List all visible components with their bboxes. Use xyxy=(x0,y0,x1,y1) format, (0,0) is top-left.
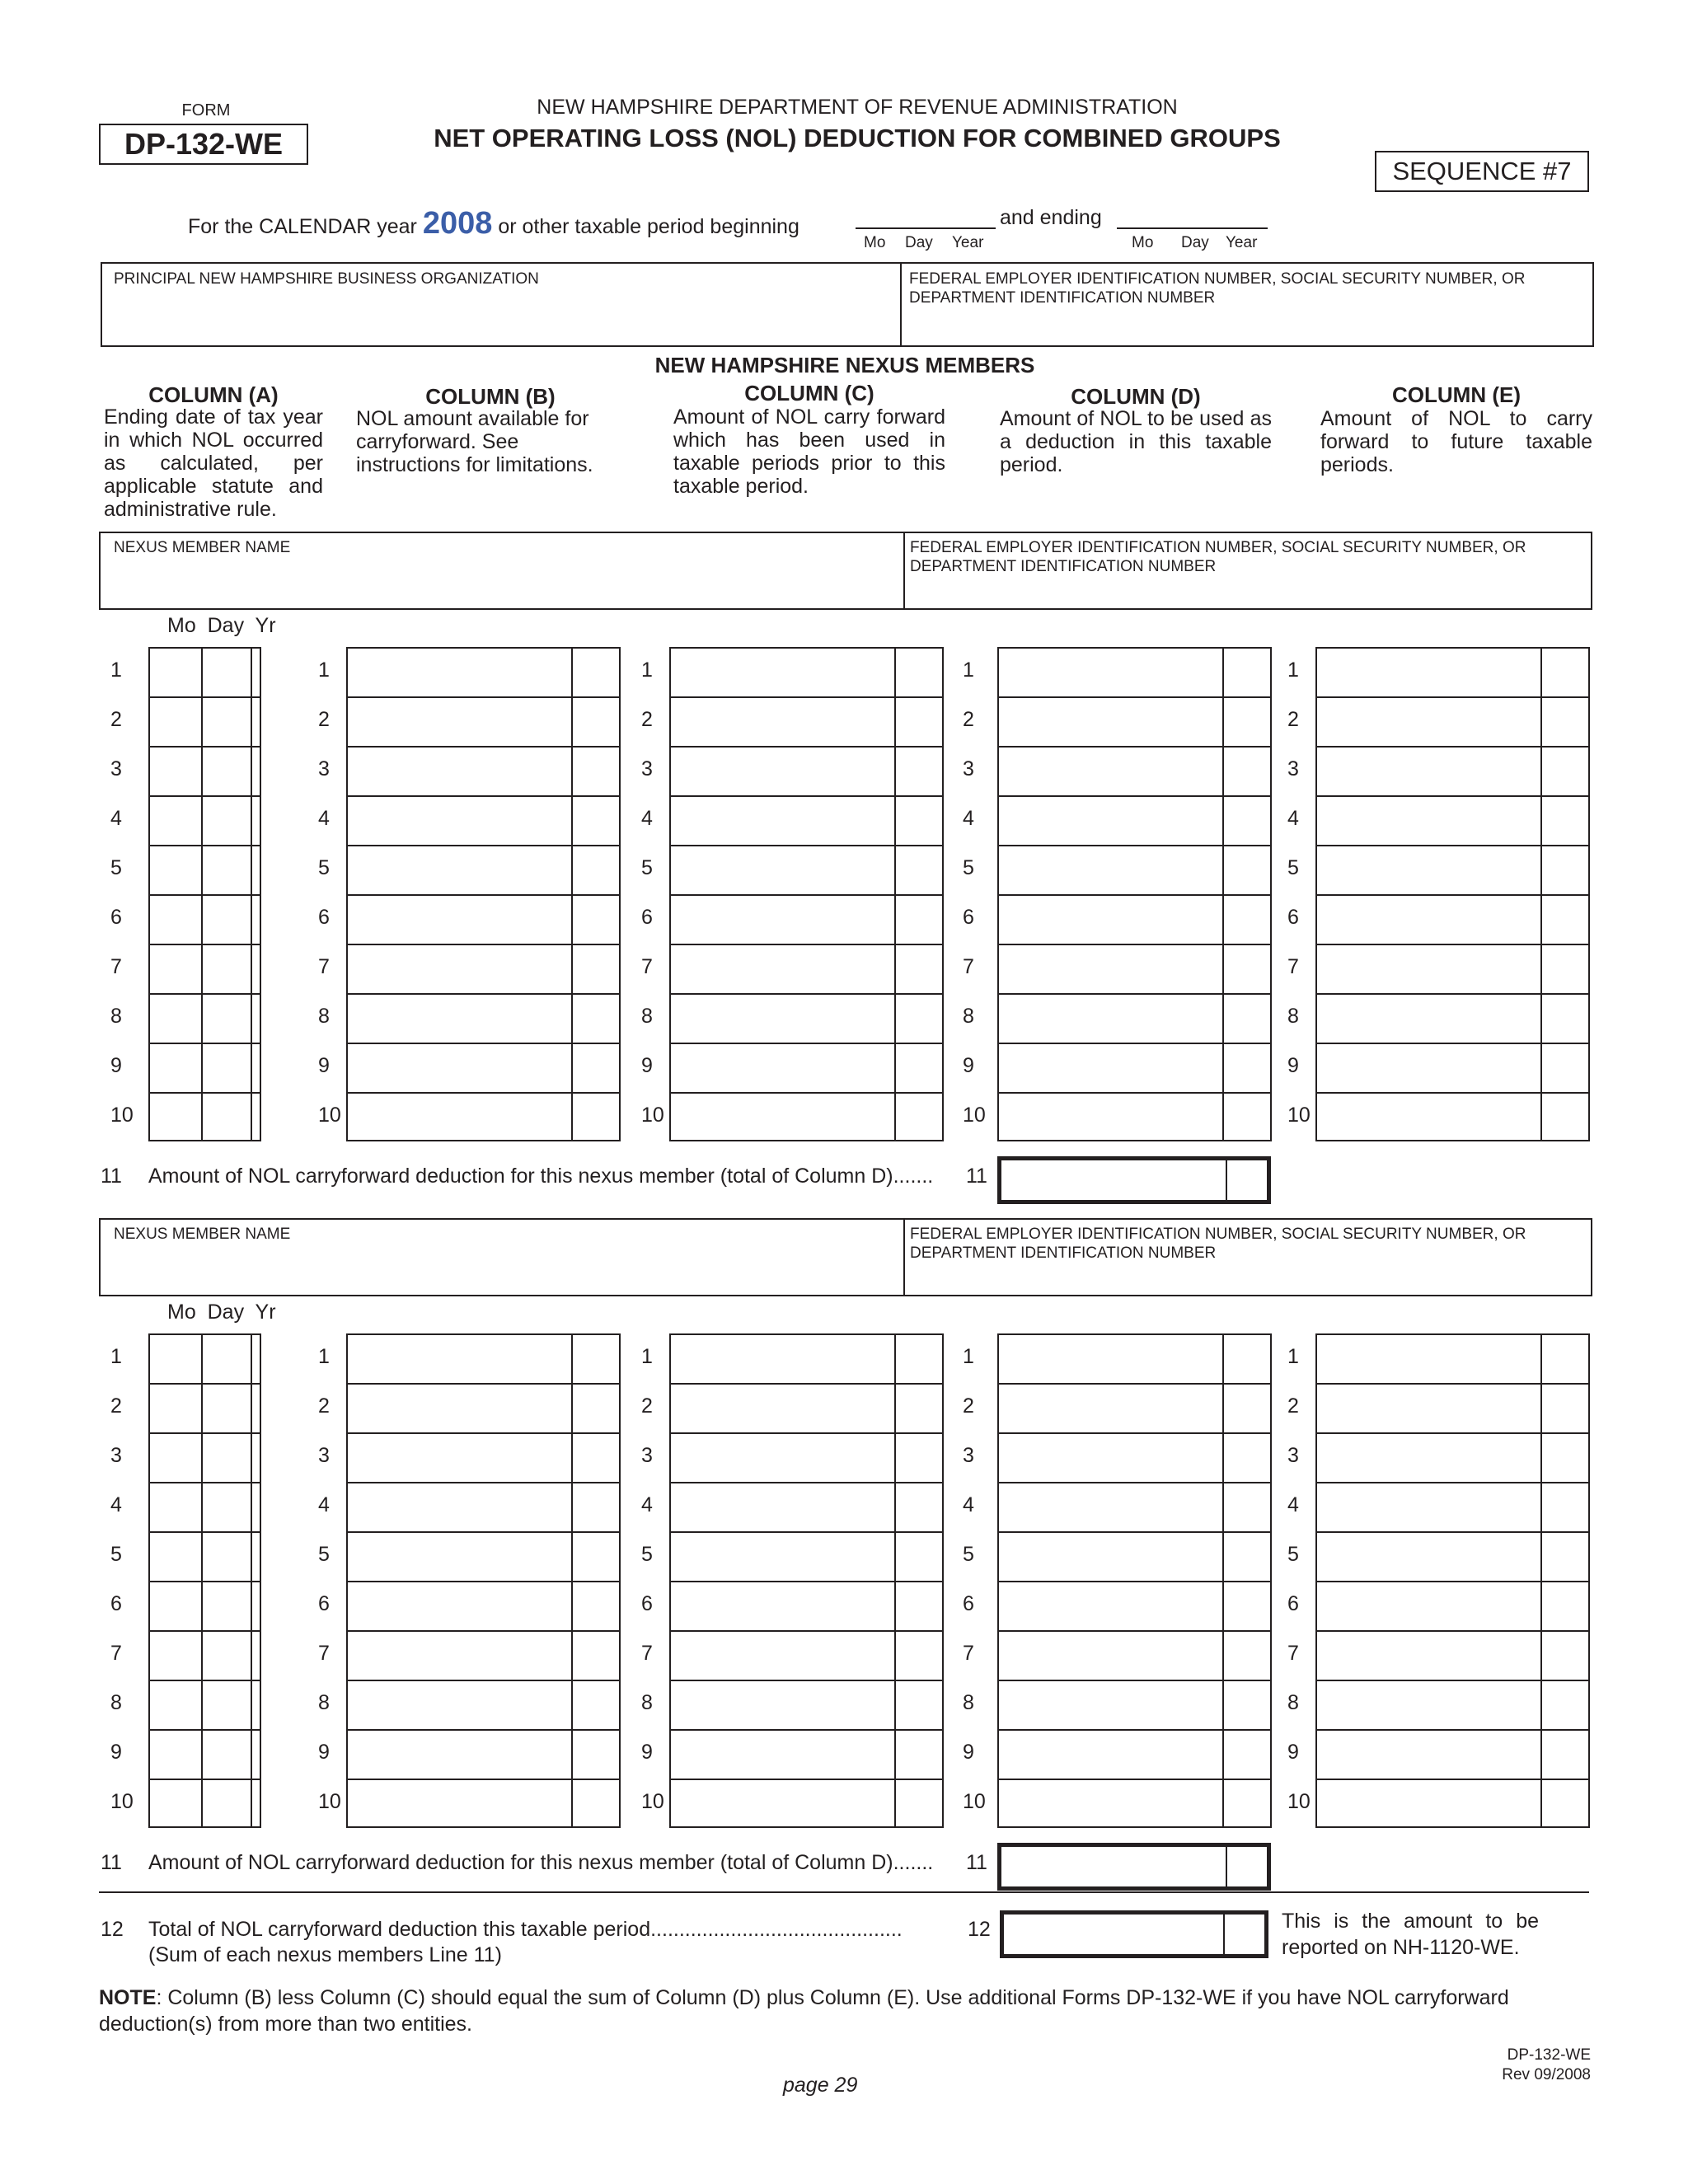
row-number-c: 4 xyxy=(641,807,653,830)
note-text: : Column (B) less Column (C) should equal the sum of Column (D) plus Column (E). Use additional Forms DP-132-WE if you have NOL carryforward deduction(s) from more than two entities. xyxy=(99,1986,1509,2036)
row-number-e: 1 xyxy=(1287,658,1299,682)
note-paragraph xyxy=(99,1985,1591,2037)
row-number-e: 7 xyxy=(1287,955,1299,978)
row-number-b: 7 xyxy=(318,955,330,978)
column-e-amount-field[interactable] xyxy=(1317,896,1539,942)
principal-id-field[interactable] xyxy=(910,308,1586,343)
column-b-amount-field[interactable] xyxy=(348,995,570,1041)
row-number-a: 9 xyxy=(110,1741,122,1764)
nexus-member-section-1 xyxy=(0,532,1688,1207)
column-b-amount-field[interactable] xyxy=(348,896,570,942)
column-c-amount-field[interactable] xyxy=(671,1434,893,1480)
row-number-e: 4 xyxy=(1287,807,1299,830)
row-number-e: 8 xyxy=(1287,1005,1299,1028)
row-number-b: 5 xyxy=(318,856,330,879)
row-number-c: 9 xyxy=(641,1741,653,1764)
row-number-b: 1 xyxy=(318,1345,330,1368)
row-number-c: 10 xyxy=(641,1790,664,1813)
column-e-amount-field[interactable] xyxy=(1317,995,1539,1041)
date-field[interactable] xyxy=(150,748,260,794)
end-mo-label: Mo xyxy=(1132,234,1154,251)
column-c-amount-field[interactable] xyxy=(671,1385,893,1431)
row-number-e: 6 xyxy=(1287,1592,1299,1615)
column-b-amount-field[interactable] xyxy=(348,1582,570,1629)
column-c-amount-field[interactable] xyxy=(671,797,893,843)
row-number-b: 2 xyxy=(318,1394,330,1418)
line11-cents-divider xyxy=(1226,1847,1227,1886)
column-c-text: Amount of NOL carry forward which has been used in taxable periods prior to this taxable period. xyxy=(673,405,945,498)
footer-revision: Rev 09/2008 xyxy=(1502,2066,1591,2083)
row-number-b: 4 xyxy=(318,1493,330,1516)
begin-year-label: Year xyxy=(952,234,984,251)
sequence-box: SEQUENCE #7 xyxy=(1375,151,1589,192)
column-b-amount-field[interactable] xyxy=(348,1780,570,1826)
date-field[interactable] xyxy=(150,1780,260,1826)
column-d-amount-field[interactable] xyxy=(999,945,1221,991)
column-e-amount-field[interactable] xyxy=(1317,1044,1539,1090)
row-number-d: 10 xyxy=(963,1104,986,1127)
date-field[interactable] xyxy=(150,1044,260,1090)
nexus-member-id-field[interactable] xyxy=(910,574,1586,606)
column-d-amount-field[interactable] xyxy=(999,1483,1221,1530)
row-number-d: 9 xyxy=(963,1054,974,1077)
row-number-c: 2 xyxy=(641,708,653,731)
row-number-d: 5 xyxy=(963,856,974,879)
row-number-d: 1 xyxy=(963,1345,974,1368)
row-number-c: 10 xyxy=(641,1104,664,1127)
row-number-d: 4 xyxy=(963,1493,974,1516)
date-header: Mo Day Yr xyxy=(167,1301,276,1324)
row-number-b: 10 xyxy=(318,1790,341,1813)
line12-cents-divider xyxy=(1223,1915,1225,1954)
column-b-text: NOL amount available for carryforward. See instructions for limitations. xyxy=(356,407,593,476)
row-number-d: 9 xyxy=(963,1741,974,1764)
form-label: FORM xyxy=(181,101,231,120)
line12-ref: 12 xyxy=(968,1918,991,1941)
date-field[interactable] xyxy=(150,649,260,695)
end-year-label: Year xyxy=(1226,234,1258,251)
column-d-amount-field[interactable] xyxy=(999,1533,1221,1579)
row-number-d: 1 xyxy=(963,658,974,682)
form-title: NET OPERATING LOSS (NOL) DEDUCTION FOR COMBINED GROUPS xyxy=(434,124,1281,152)
date-field[interactable] xyxy=(150,1434,260,1480)
row-number-b: 4 xyxy=(318,807,330,830)
nexus-members-heading: NEW HAMPSHIRE NEXUS MEMBERS xyxy=(654,353,1035,377)
date-field[interactable] xyxy=(150,1335,260,1381)
column-b-amount-field[interactable] xyxy=(348,797,570,843)
row-number-e: 1 xyxy=(1287,1345,1299,1368)
row-number-a: 4 xyxy=(110,1493,122,1516)
column-c-amount-field[interactable] xyxy=(671,1582,893,1629)
row-number-b: 9 xyxy=(318,1054,330,1077)
date-field[interactable] xyxy=(150,1731,260,1777)
row-number-e: 8 xyxy=(1287,1691,1299,1714)
column-a-text: Ending date of tax year in which NOL occurred as calculated, per applicable statute and administrative rule. xyxy=(104,405,323,521)
nexus-member-name-label: NEXUS MEMBER NAME xyxy=(114,539,291,556)
date-field[interactable] xyxy=(150,1582,260,1629)
row-number-e: 7 xyxy=(1287,1642,1299,1665)
row-number-e: 5 xyxy=(1287,856,1299,879)
date-field[interactable] xyxy=(150,995,260,1041)
row-number-d: 7 xyxy=(963,955,974,978)
footer-form-id: DP-132-WE xyxy=(1507,2046,1591,2064)
column-e-amount-field[interactable] xyxy=(1317,1681,1539,1727)
row-number-c: 6 xyxy=(641,1592,653,1615)
column-e-amount-field[interactable] xyxy=(1317,649,1539,695)
line11-number: 11 xyxy=(101,1851,122,1874)
date-field[interactable] xyxy=(150,1533,260,1579)
column-c-head: COLUMN (C) xyxy=(744,381,874,405)
line11-cents-divider xyxy=(1226,1160,1227,1200)
date-field[interactable] xyxy=(150,846,260,893)
column-e-amount-field[interactable] xyxy=(1317,748,1539,794)
row-number-d: 8 xyxy=(963,1691,974,1714)
row-number-a: 6 xyxy=(110,906,122,929)
column-d-amount-field[interactable] xyxy=(999,1385,1221,1431)
begin-day-label: Day xyxy=(905,234,933,251)
row-number-b: 3 xyxy=(318,1444,330,1467)
column-d-text: Amount of NOL to be used as a deduction in this taxable period. xyxy=(1000,407,1272,476)
column-c-amount-field[interactable] xyxy=(671,995,893,1041)
column-c-amount-field[interactable] xyxy=(671,748,893,794)
column-e-amount-field[interactable] xyxy=(1317,1731,1539,1777)
row-number-b: 3 xyxy=(318,757,330,780)
row-number-e: 6 xyxy=(1287,906,1299,929)
row-number-a: 1 xyxy=(110,1345,122,1368)
line11-number: 11 xyxy=(101,1165,122,1188)
column-c-amount-field[interactable] xyxy=(671,1632,893,1678)
row-number-d: 2 xyxy=(963,708,974,731)
column-e-text: Amount of NOL to carry forward to future taxable periods. xyxy=(1320,407,1592,476)
row-number-d: 6 xyxy=(963,906,974,929)
row-number-b: 6 xyxy=(318,1592,330,1615)
column-e-amount-field[interactable] xyxy=(1317,945,1539,991)
date-field[interactable] xyxy=(150,1385,260,1431)
row-number-a: 9 xyxy=(110,1054,122,1077)
column-d-amount-field[interactable] xyxy=(999,748,1221,794)
date-field[interactable] xyxy=(150,797,260,843)
line11-ref: 11 xyxy=(966,1851,987,1874)
row-number-d: 6 xyxy=(963,1592,974,1615)
calendar-prefix: For the CALENDAR year xyxy=(188,215,417,238)
row-number-a: 4 xyxy=(110,807,122,830)
line11-text: Amount of NOL carryforward deduction for this nexus member (total of Column D)....... xyxy=(148,1165,934,1188)
column-d-amount-field[interactable] xyxy=(999,649,1221,695)
column-c-amount-field[interactable] xyxy=(671,649,893,695)
column-b-amount-field[interactable] xyxy=(348,1434,570,1480)
row-number-a: 8 xyxy=(110,1005,122,1028)
nexus-member-divider-1 xyxy=(903,532,905,610)
line11-total-field[interactable] xyxy=(997,1156,1271,1204)
column-c-amount-field[interactable] xyxy=(671,945,893,991)
row-number-c: 5 xyxy=(641,856,653,879)
column-b-amount-field[interactable] xyxy=(348,1731,570,1777)
column-d-amount-field[interactable] xyxy=(999,1632,1221,1678)
row-number-b: 8 xyxy=(318,1005,330,1028)
column-b-amount-field[interactable] xyxy=(348,1044,570,1090)
line12-side-note: This is the amount to be reported on NH-1120-WE. xyxy=(1282,1910,1539,1959)
column-e-amount-field[interactable] xyxy=(1317,1483,1539,1530)
row-number-a: 5 xyxy=(110,856,122,879)
column-c-amount-field[interactable] xyxy=(671,1681,893,1727)
line11-total-field[interactable] xyxy=(997,1843,1271,1891)
principal-org-field[interactable] xyxy=(115,305,890,343)
begin-mo-label: Mo xyxy=(864,234,886,251)
column-d-amount-field[interactable] xyxy=(999,797,1221,843)
column-c-amount-field[interactable] xyxy=(671,698,893,744)
row-number-a: 3 xyxy=(110,1444,122,1467)
column-c-amount-field[interactable] xyxy=(671,896,893,942)
column-c-amount-field[interactable] xyxy=(671,1483,893,1530)
row-number-c: 9 xyxy=(641,1054,653,1077)
row-number-d: 4 xyxy=(963,807,974,830)
row-number-d: 2 xyxy=(963,1394,974,1418)
column-e-head: COLUMN (E) xyxy=(1392,382,1521,407)
row-number-b: 10 xyxy=(318,1104,341,1127)
column-b-amount-field[interactable] xyxy=(348,698,570,744)
row-number-a: 3 xyxy=(110,757,122,780)
row-number-e: 5 xyxy=(1287,1543,1299,1566)
column-d-amount-field[interactable] xyxy=(999,995,1221,1041)
row-number-e: 2 xyxy=(1287,708,1299,731)
column-b-amount-field[interactable] xyxy=(348,1681,570,1727)
row-number-c: 7 xyxy=(641,1642,653,1665)
date-field[interactable] xyxy=(150,945,260,991)
column-b-amount-field[interactable] xyxy=(348,1094,570,1140)
column-b-amount-field[interactable] xyxy=(348,945,570,991)
principal-id-label: FEDERAL EMPLOYER IDENTIFICATION NUMBER, SOCIAL SECURITY NUMBER, OR DEPARTMENT IDENTIFICATION NUMBER xyxy=(909,270,1526,307)
column-e-amount-field[interactable] xyxy=(1317,797,1539,843)
date-field[interactable] xyxy=(150,1681,260,1727)
nexus-member-name-field[interactable] xyxy=(115,1259,890,1292)
line11-ref: 11 xyxy=(966,1165,987,1188)
nexus-member-name-field[interactable] xyxy=(115,573,890,606)
column-d-amount-field[interactable] xyxy=(999,1780,1221,1826)
row-number-a: 10 xyxy=(110,1104,134,1127)
row-number-a: 2 xyxy=(110,708,122,731)
line12-total-field[interactable] xyxy=(1000,1910,1268,1958)
row-number-c: 7 xyxy=(641,955,653,978)
nexus-member-divider-2 xyxy=(903,1218,905,1296)
row-number-c: 8 xyxy=(641,1005,653,1028)
row-number-a: 10 xyxy=(110,1790,134,1813)
nexus-member-section-2 xyxy=(0,1218,1688,1894)
column-d-amount-field[interactable] xyxy=(999,846,1221,893)
calendar-year-line xyxy=(188,206,799,241)
ending-label: and ending xyxy=(1000,206,1102,229)
row-number-e: 10 xyxy=(1287,1104,1311,1127)
row-number-e: 9 xyxy=(1287,1054,1299,1077)
date-field[interactable] xyxy=(150,698,260,744)
line12-text: Total of NOL carryforward deduction this taxable period............................................ xyxy=(148,1918,903,1941)
calendar-year: 2008 xyxy=(422,206,493,241)
row-number-c: 5 xyxy=(641,1543,653,1566)
column-e-amount-field[interactable] xyxy=(1317,1780,1539,1826)
column-e-amount-field[interactable] xyxy=(1317,1335,1539,1381)
date-header: Mo Day Yr xyxy=(167,614,276,637)
form-number: DP-132-WE xyxy=(99,124,308,165)
page-number: page 29 xyxy=(783,2074,858,2097)
column-e-amount-field[interactable] xyxy=(1317,1533,1539,1579)
column-d-head: COLUMN (D) xyxy=(1071,384,1201,409)
nexus-member-id-field[interactable] xyxy=(910,1261,1586,1292)
column-e-amount-field[interactable] xyxy=(1317,1632,1539,1678)
column-e-amount-field[interactable] xyxy=(1317,1582,1539,1629)
row-number-a: 7 xyxy=(110,1642,122,1665)
column-c-amount-field[interactable] xyxy=(671,1335,893,1381)
row-number-c: 1 xyxy=(641,1345,653,1368)
row-number-c: 4 xyxy=(641,1493,653,1516)
column-d-amount-field[interactable] xyxy=(999,896,1221,942)
end-date-field[interactable] xyxy=(1117,227,1268,229)
row-number-d: 5 xyxy=(963,1543,974,1566)
end-day-label: Day xyxy=(1181,234,1209,251)
row-number-a: 2 xyxy=(110,1394,122,1418)
column-b-amount-field[interactable] xyxy=(348,846,570,893)
row-number-e: 2 xyxy=(1287,1394,1299,1418)
row-number-c: 8 xyxy=(641,1691,653,1714)
row-number-e: 4 xyxy=(1287,1493,1299,1516)
column-e-amount-field[interactable] xyxy=(1317,846,1539,893)
date-field[interactable] xyxy=(150,1094,260,1140)
row-number-d: 10 xyxy=(963,1790,986,1813)
column-e-amount-field[interactable] xyxy=(1317,1434,1539,1480)
principal-divider xyxy=(900,262,902,347)
row-number-b: 1 xyxy=(318,658,330,682)
row-number-c: 6 xyxy=(641,906,653,929)
department-name: NEW HAMPSHIRE DEPARTMENT OF REVENUE ADMINISTRATION xyxy=(537,96,1178,119)
row-number-a: 5 xyxy=(110,1543,122,1566)
column-c-amount-field[interactable] xyxy=(671,1044,893,1090)
row-number-d: 3 xyxy=(963,1444,974,1467)
line12-subtext: (Sum of each nexus members Line 11) xyxy=(148,1943,502,1966)
row-number-a: 7 xyxy=(110,955,122,978)
column-e-amount-field[interactable] xyxy=(1317,1385,1539,1431)
row-number-e: 3 xyxy=(1287,1444,1299,1467)
column-b-amount-field[interactable] xyxy=(348,748,570,794)
calendar-middle: or other taxable period beginning xyxy=(498,215,799,238)
row-number-b: 2 xyxy=(318,708,330,731)
date-field[interactable] xyxy=(150,1632,260,1678)
row-number-a: 8 xyxy=(110,1691,122,1714)
row-number-e: 3 xyxy=(1287,757,1299,780)
date-field[interactable] xyxy=(150,1483,260,1530)
column-e-amount-field[interactable] xyxy=(1317,1094,1539,1140)
note-label: NOTE xyxy=(99,1986,157,2009)
row-number-c: 2 xyxy=(641,1394,653,1418)
row-number-e: 9 xyxy=(1287,1741,1299,1764)
column-d-amount-field[interactable] xyxy=(999,1335,1221,1381)
column-e-amount-field[interactable] xyxy=(1317,698,1539,744)
row-number-c: 3 xyxy=(641,1444,653,1467)
row-number-d: 7 xyxy=(963,1642,974,1665)
column-b-head: COLUMN (B) xyxy=(425,384,556,409)
row-number-a: 1 xyxy=(110,658,122,682)
row-number-b: 6 xyxy=(318,906,330,929)
row-number-b: 5 xyxy=(318,1543,330,1566)
column-c-amount-field[interactable] xyxy=(671,846,893,893)
column-c-amount-field[interactable] xyxy=(671,1731,893,1777)
column-d-amount-field[interactable] xyxy=(999,1731,1221,1777)
column-b-amount-field[interactable] xyxy=(348,1483,570,1530)
column-c-amount-field[interactable] xyxy=(671,1094,893,1140)
column-b-amount-field[interactable] xyxy=(348,1385,570,1431)
section-divider xyxy=(99,1891,1589,1893)
column-c-amount-field[interactable] xyxy=(671,1780,893,1826)
column-d-amount-field[interactable] xyxy=(999,1582,1221,1629)
column-a-head: COLUMN (A) xyxy=(148,382,279,407)
column-d-amount-field[interactable] xyxy=(999,1434,1221,1480)
column-b-amount-field[interactable] xyxy=(348,1335,570,1381)
row-number-b: 7 xyxy=(318,1642,330,1665)
line11-text: Amount of NOL carryforward deduction for this nexus member (total of Column D)....... xyxy=(148,1851,934,1874)
date-field[interactable] xyxy=(150,896,260,942)
row-number-c: 1 xyxy=(641,658,653,682)
column-b-amount-field[interactable] xyxy=(348,649,570,695)
row-number-a: 6 xyxy=(110,1592,122,1615)
row-number-b: 8 xyxy=(318,1691,330,1714)
column-d-amount-field[interactable] xyxy=(999,1681,1221,1727)
begin-date-field[interactable] xyxy=(856,227,996,229)
line12-number: 12 xyxy=(101,1918,124,1941)
column-b-amount-field[interactable] xyxy=(348,1533,570,1579)
principal-org-label: PRINCIPAL NEW HAMPSHIRE BUSINESS ORGANIZATION xyxy=(114,270,539,288)
column-d-amount-field[interactable] xyxy=(999,698,1221,744)
column-d-amount-field[interactable] xyxy=(999,1044,1221,1090)
row-number-d: 3 xyxy=(963,757,974,780)
row-number-c: 3 xyxy=(641,757,653,780)
nexus-member-name-label: NEXUS MEMBER NAME xyxy=(114,1226,291,1243)
nexus-member-id-label: FEDERAL EMPLOYER IDENTIFICATION NUMBER, SOCIAL SECURITY NUMBER, OR DEPARTMENT IDENTIFICATION NUMBER xyxy=(910,1226,1526,1262)
row-number-d: 8 xyxy=(963,1005,974,1028)
row-number-b: 9 xyxy=(318,1741,330,1764)
column-d-amount-field[interactable] xyxy=(999,1094,1221,1140)
nexus-member-id-label: FEDERAL EMPLOYER IDENTIFICATION NUMBER, SOCIAL SECURITY NUMBER, OR DEPARTMENT IDENTIFICATION NUMBER xyxy=(910,539,1526,575)
row-number-e: 10 xyxy=(1287,1790,1311,1813)
column-b-amount-field[interactable] xyxy=(348,1632,570,1678)
column-c-amount-field[interactable] xyxy=(671,1533,893,1579)
